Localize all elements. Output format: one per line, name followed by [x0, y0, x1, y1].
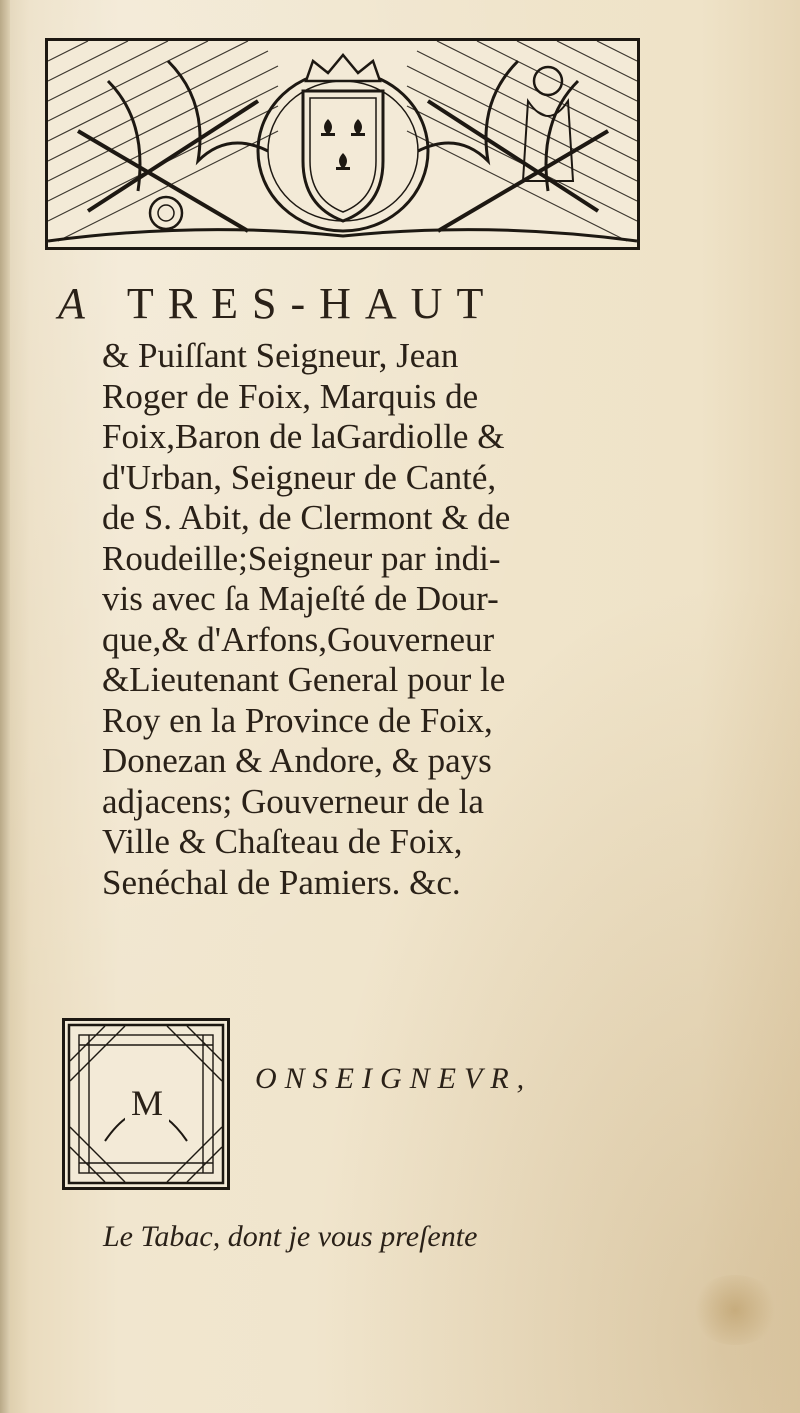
text-line: Donezan & Andore, & pays	[102, 741, 492, 780]
text-line: vis avec ſa Majeſté de Dour-	[102, 579, 499, 618]
paper-stain	[690, 1275, 780, 1345]
text-line: Roudeille;Seigneur par indi-	[102, 538, 501, 578]
decorated-initial	[62, 1018, 230, 1190]
text-line: Senéchal de Pamiers. &c.	[102, 862, 461, 902]
dedication-body	[102, 336, 642, 903]
title-rest: TRES-HAUT	[126, 279, 498, 328]
text-line: Ville & Chaſteau de Foix,	[102, 822, 463, 861]
catchline: Le Tabac, dont je vous preſente	[103, 1220, 478, 1253]
text-line: d'Urban, Seigneur de Canté,	[102, 457, 497, 497]
salutation: ONSEIGNEVR,	[255, 1062, 533, 1095]
royal-arms-icon	[48, 41, 637, 247]
text-line: Foix,Baron de laGardiolle &	[102, 417, 505, 456]
dedication-title	[58, 278, 618, 338]
text-line: Roy en la Province de Foix,	[102, 700, 493, 740]
initial-letter: M	[125, 1081, 169, 1125]
text-line: & Puiſſant Seigneur, Jean	[102, 336, 459, 375]
headpiece-ornament	[45, 38, 640, 250]
text-line: adjacens; Gouverneur de la	[102, 781, 484, 821]
text-line: Roger de Foix, Marquis de	[102, 376, 479, 416]
text-line: &Lieutenant General pour le	[102, 660, 506, 699]
page-gutter	[0, 0, 10, 1413]
text-line: que,& d'Arfons,Gouverneur	[102, 619, 495, 659]
title-initial: A	[58, 279, 85, 328]
text-line: de S. Abit, de Clermont & de	[102, 498, 511, 537]
